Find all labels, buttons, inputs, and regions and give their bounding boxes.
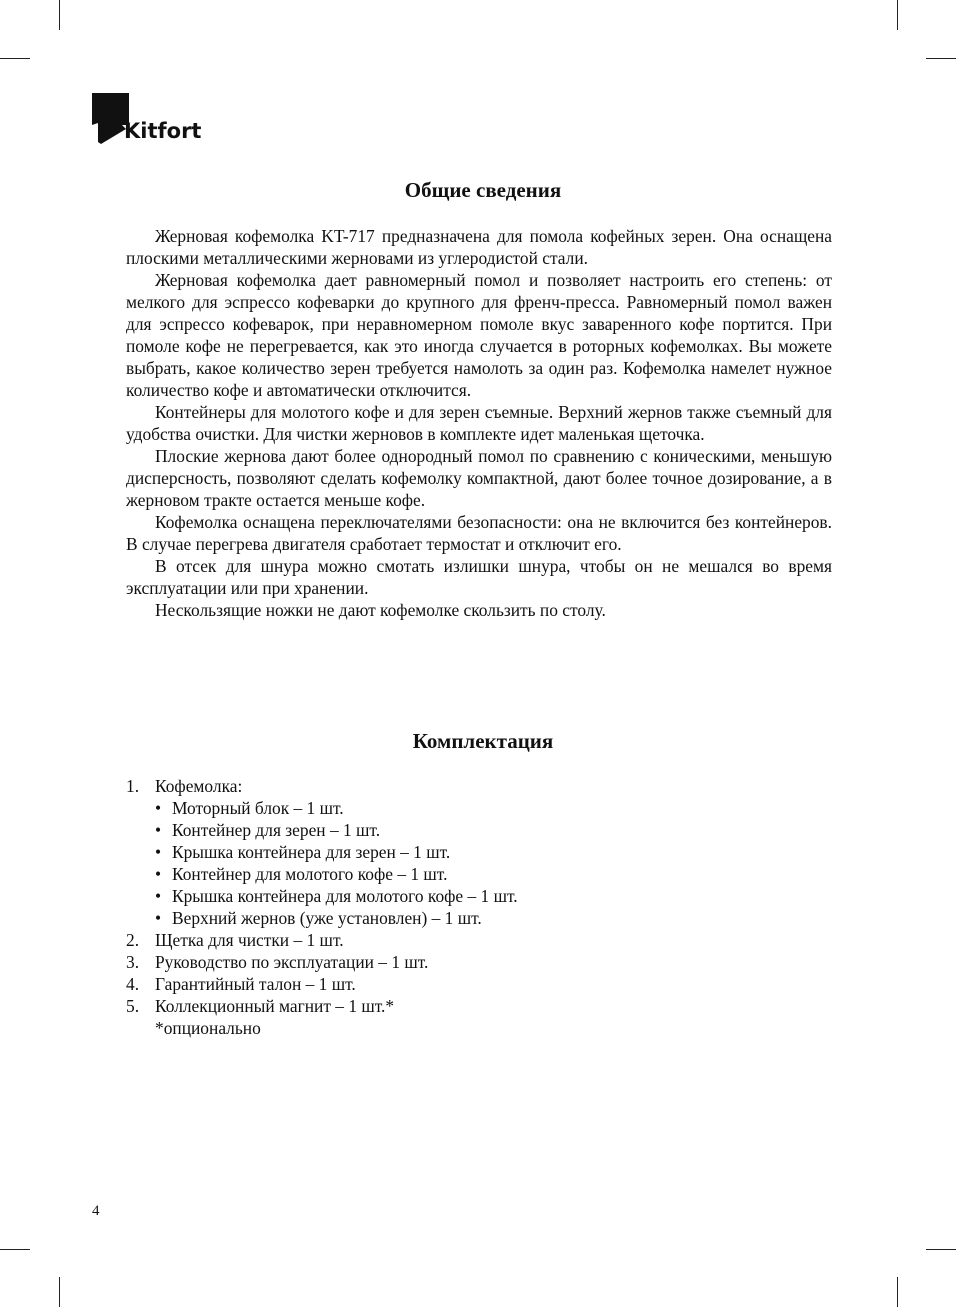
section-title-contents: Комплектация [412, 729, 554, 753]
footnote: *опционально [155, 1018, 261, 1038]
list-item [126, 973, 518, 995]
sub-item-text: Контейнер для молотого кофе – 1 шт. [172, 864, 448, 884]
section-title-general: Общие сведения [404, 178, 562, 202]
item-number [126, 951, 155, 973]
page-number: 4 [92, 1203, 100, 1219]
item-text: Кофемолка: [155, 776, 243, 796]
paragraph: Жерновая кофемолка KT-717 предназначена для помола кофейных зерен. Она оснащена плоскими металлическими жерновами из углеродистой стали. [126, 226, 832, 268]
sub-list-item [126, 841, 518, 863]
logo-text: Kitfort [124, 119, 202, 143]
item-number: 5. [126, 996, 140, 1016]
crop-mark [926, 1249, 956, 1250]
item-number: 4. [126, 974, 140, 994]
item-number [126, 995, 155, 1017]
bullet-icon: • [155, 886, 162, 906]
sub-list-item [126, 819, 518, 841]
bullet-icon: • [155, 864, 162, 884]
sub-item-text: Контейнер для зерен – 1 шт. [172, 820, 381, 840]
item-number: 1. [126, 776, 140, 796]
item-number [126, 929, 155, 951]
list-item [126, 951, 518, 973]
item-text: Коллекционный магнит – 1 шт.* [155, 996, 395, 1016]
sub-item-text: Верхний жернов (уже установлен) – 1 шт. [172, 908, 482, 928]
crop-mark [59, 1277, 60, 1307]
item-number: 2. [126, 930, 140, 950]
contents-list [126, 775, 518, 1039]
item-text: Руководство по эксплуатации – 1 шт. [155, 952, 429, 972]
crop-mark [926, 58, 956, 59]
list-item [126, 995, 518, 1017]
bullet-icon: • [155, 820, 162, 840]
item-text: Гарантийный талон – 1 шт. [155, 974, 356, 994]
item-text: Щетка для чистки – 1 шт. [155, 930, 344, 950]
paragraph: Контейнеры для молотого кофе и для зерен съемные. Верхний жернов также съемный для удобства очистки. Для чистки жерновов в комплекте идет маленькая щеточка. [126, 402, 832, 444]
kitfort-logo [92, 93, 202, 145]
item-number: 3. [126, 952, 140, 972]
paragraph: В отсек для шнура можно смотать излишки шнура, чтобы он не мешался во время эксплуатации или при хранении. [126, 556, 832, 598]
paragraph: Жерновая кофемолка дает равномерный помол и позволяет настроить его степень: от мелкого для эспрессо кофеварки до крупного для френч-пресса. Равномерный помол важен для эспрессо кофеварок, при неравномерном помоле вкус заваренного кофе портится. При помоле кофе не перегревается, как это иногда случается в роторных кофемолках. Вы можете выбрать, какое количество зерен требуется намолоть за один раз. Кофемолка намелет нужное количество кофе и автоматически отключится. [126, 270, 832, 400]
sub-list-item [126, 885, 518, 907]
paragraph: Нескользящие ножки не дают кофемолке скользить по столу. [155, 600, 606, 620]
crop-mark [897, 1277, 898, 1307]
item-number [126, 973, 155, 995]
sub-list-item [126, 797, 518, 819]
paragraph: Кофемолка оснащена переключателями безопасности: она не включится без контейнеров. В случае перегрева двигателя сработает термостат и отключит его. [126, 512, 832, 554]
list-item [126, 929, 518, 951]
sub-item-text: Крышка контейнера для молотого кофе – 1 шт. [172, 886, 518, 906]
crop-mark [59, 0, 60, 30]
item-number [126, 775, 155, 797]
crop-mark [0, 58, 30, 59]
bullet-icon: • [155, 908, 162, 928]
bullet-icon: • [155, 798, 162, 818]
paragraph: Плоские жернова дают более однородный помол по сравнению с коническими, меньшую дисперсность, позволяют сделать кофемолку компактной, дают более точное дозирование, а в жерновом тракте остается меньше кофе. [126, 446, 832, 510]
general-info-text [126, 225, 832, 621]
crop-mark [0, 1249, 30, 1250]
sub-list-item [126, 907, 518, 929]
sub-item-text: Моторный блок – 1 шт. [172, 798, 344, 818]
bullet-icon: • [155, 842, 162, 862]
crop-mark [897, 0, 898, 30]
sub-list-item [126, 863, 518, 885]
list-item [126, 775, 518, 797]
sub-item-text: Крышка контейнера для зерен – 1 шт. [172, 842, 451, 862]
